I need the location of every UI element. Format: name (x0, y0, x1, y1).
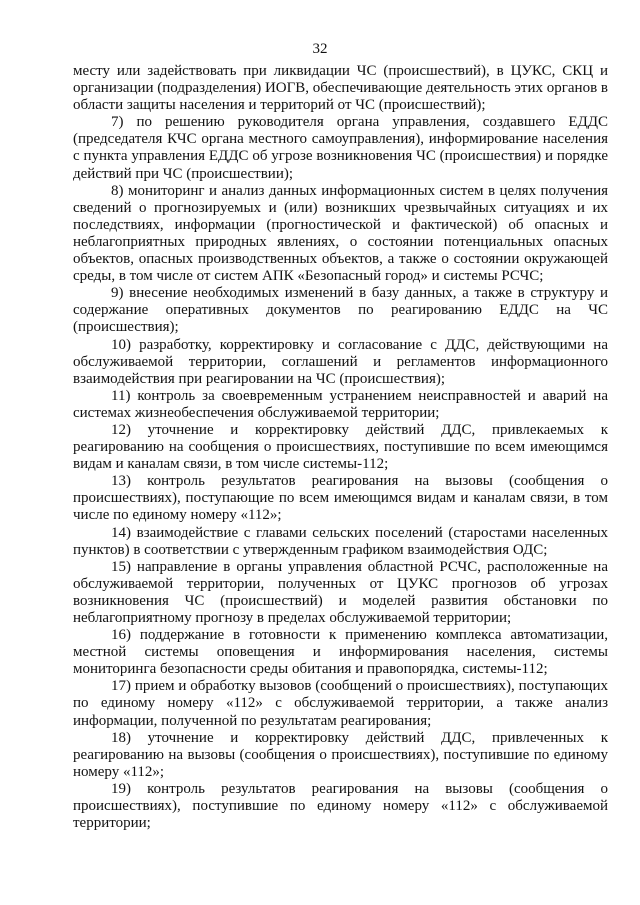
paragraph-item-11: 11) контроль за своевременным устранением неисправностей и аварий на системах жизнеобеспечения обслуживаемой территории; (73, 387, 608, 421)
paragraph-item-8: 8) мониторинг и анализ данных информационных систем в целях получения сведений о прогнозируемых и (или) возникших чрезвычайных ситуациях и их последствиях, информации (прогностической и фактической) об опасных и неблагоприятных природных явлениях, о состоянии потенциальных опасных объектов, опасных производственных объектов, а также о состоянии окружающей среды, в том числе от систем АПК «Безопасный город» и системы РСЧС; (73, 182, 608, 285)
paragraph-item-15: 15) направление в органы управления областной РСЧС, расположенные на обслуживаемой территории, полученных от ЦУКС прогнозов об угрозах возникновения ЧС (происшествий) и моделей развития обстановки по неблагоприятному прогнозу в пределах обслуживаемой территории; (73, 558, 608, 626)
paragraph-item-10: 10) разработку, корректировку и согласование с ДДС, действующими на обслуживаемой территории, соглашений и регламентов информационного взаимодействия при реагировании на ЧС (происшествия); (73, 336, 608, 387)
paragraph-item-18: 18) уточнение и корректировку действий ДДС, привлеченных к реагированию на вызовы (сообщения о происшествиях), поступившие по единому номеру «112»; (73, 729, 608, 780)
paragraph-item-14: 14) взаимодействие с главами сельских поселений (старостами населенных пунктов) в соответствии с утвержденным графиком взаимодействия ОДС; (73, 524, 608, 558)
paragraph-item-9: 9) внесение необходимых изменений в базу данных, а также в структуру и содержание оперативных документов по реагированию ЕДДС на ЧС (происшествия); (73, 285, 608, 336)
page-number: 32 (312, 41, 328, 57)
paragraph-continuation: месту или задействовать при ликвидации ЧС (происшествий), в ЦУКС, СКЦ и организации (подразделения) ИОГВ, обеспечивающие деятельность этих органов в области защиты населения и территорий от ЧС (происшествий); (73, 63, 608, 114)
paragraph-item-17: 17) прием и обработку вызовов (сообщений о происшествиях), поступающих по единому номеру «112» с обслуживаемой территории, а также анализ информации, полученной по результатам реагирования; (73, 678, 608, 729)
paragraph-item-7: 7) по решению руководителя органа управления, создавшего ЕДДС (председателя КЧС органа местного самоуправления), информирование населения с пункта управления ЕДДС об угрозе возникновения ЧС (происшествия) и порядке действий при ЧС (происшествии); (73, 114, 608, 182)
paragraph-item-16: 16) поддержание в готовности к применению комплекса автоматизации, местной системы оповещения и информирования населения, системы мониторинга безопасности среды обитания и правопорядка, системы-112; (73, 627, 608, 678)
paragraph-item-19: 19) контроль результатов реагирования на вызовы (сообщения о происшествиях), поступившие по единому номеру «112» с обслуживаемой территории; (73, 780, 608, 832)
paragraph-item-13: 13) контроль результатов реагирования на вызовы (сообщения о происшествиях), поступающие по всем имеющимся видам и каналам связи, в том числе по единому номеру «112»; (73, 473, 608, 524)
paragraph-item-12: 12) уточнение и корректировку действий ДДС, привлекаемых к реагированию на сообщения о происшествиях, поступившие по всем имеющимся видам и каналам связи, в том числе системы-112; (73, 421, 608, 473)
document-body (73, 63, 608, 832)
